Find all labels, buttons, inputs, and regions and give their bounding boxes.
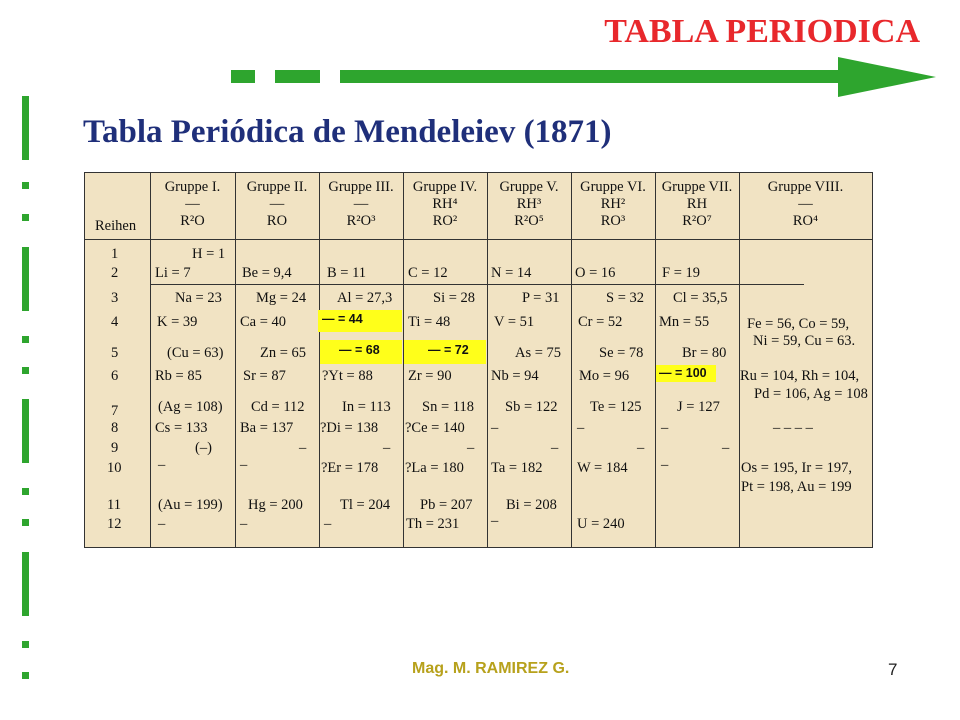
element-cell: K = 39 bbox=[157, 314, 198, 330]
element-cell: ?Ce = 140 bbox=[405, 420, 465, 436]
element-cell: Ti = 48 bbox=[408, 314, 451, 330]
row-number: 7 bbox=[111, 403, 119, 419]
element-cell: O = 16 bbox=[575, 265, 616, 281]
element-cell: Sr = 87 bbox=[243, 368, 286, 384]
element-cell: – bbox=[722, 440, 730, 456]
element-cell: Pt = 198, Au = 199 bbox=[741, 479, 852, 495]
element-cell: – bbox=[240, 457, 248, 473]
element-cell: Cr = 52 bbox=[578, 314, 623, 330]
element-cell: Fe = 56, Co = 59, bbox=[747, 316, 850, 332]
element-cell: Pb = 207 bbox=[420, 497, 473, 513]
element-cell: Th = 231 bbox=[406, 516, 460, 532]
element-cell: Zn = 65 bbox=[260, 345, 307, 361]
group-header: Gruppe VIII. — RO⁴ bbox=[767, 179, 844, 229]
slide-title: TABLA PERIODICA bbox=[604, 13, 920, 50]
row-number: 2 bbox=[111, 265, 119, 281]
element-cell: Mg = 24 bbox=[256, 290, 307, 306]
element-cell: Tl = 204 bbox=[340, 497, 391, 513]
element-cell: W = 184 bbox=[577, 460, 628, 476]
element-cell: (Au = 199) bbox=[158, 497, 223, 513]
element-cell: Cd = 112 bbox=[251, 399, 305, 415]
element-cell: U = 240 bbox=[577, 516, 625, 532]
slide-heading: Tabla Periódica de Mendeleiev (1871) bbox=[83, 114, 612, 150]
row-number: 10 bbox=[107, 460, 122, 476]
element-cell: Ca = 40 bbox=[240, 314, 287, 330]
row-number: 11 bbox=[107, 497, 121, 513]
element-cell: Ru = 104, Rh = 104, bbox=[740, 368, 860, 384]
element-cell: – bbox=[491, 513, 499, 529]
element-cell: ?Di = 138 bbox=[320, 420, 379, 436]
element-cell: – bbox=[661, 457, 669, 473]
element-cell: Hg = 200 bbox=[248, 497, 303, 513]
element-cell: Na = 23 bbox=[175, 290, 222, 306]
row-number: 9 bbox=[111, 440, 119, 456]
element-cell: As = 75 bbox=[515, 345, 562, 361]
element-cell: V = 51 bbox=[494, 314, 535, 330]
group-header: Gruppe IV. RH⁴ RO² bbox=[412, 179, 478, 229]
element-cell: Li = 7 bbox=[155, 265, 191, 281]
element-cell: Cs = 133 bbox=[155, 420, 208, 436]
row-header: Reihen bbox=[95, 218, 137, 234]
element-cell: – bbox=[158, 516, 166, 532]
group-header: Gruppe VII. RH R²O⁷ bbox=[661, 179, 733, 229]
element-cell: Al = 27,3 bbox=[337, 290, 393, 306]
element-cell: Bi = 208 bbox=[506, 497, 557, 513]
element-cell: – bbox=[158, 457, 166, 473]
group-header: Gruppe III. — R²O³ bbox=[328, 179, 394, 229]
group-header: Gruppe V. RH³ R²O⁵ bbox=[499, 179, 559, 229]
element-cell: Ta = 182 bbox=[491, 460, 543, 476]
group-header: Gruppe VI. RH² RO³ bbox=[580, 179, 646, 229]
element-cell: Te = 125 bbox=[590, 399, 642, 415]
row-number: 5 bbox=[111, 345, 119, 361]
footer-author: Mag. M. RAMIREZ G. bbox=[412, 660, 570, 677]
row-number: 12 bbox=[107, 516, 122, 532]
element-cell: Sn = 118 bbox=[422, 399, 474, 415]
element-cell: – bbox=[661, 420, 669, 436]
element-cell: Ba = 137 bbox=[240, 420, 294, 436]
element-cell: N = 14 bbox=[491, 265, 532, 281]
element-cell: – bbox=[299, 440, 307, 456]
group-header: Gruppe II. — RO bbox=[246, 179, 308, 229]
element-cell: Zr = 90 bbox=[408, 368, 452, 384]
element-cell: – bbox=[551, 440, 559, 456]
row-number: 3 bbox=[111, 290, 119, 306]
element-cell: Pd = 106, Ag = 108 bbox=[754, 386, 868, 402]
predicted-gap: — = 72 bbox=[428, 343, 469, 357]
element-cell: B = 11 bbox=[327, 265, 367, 281]
element-cell: (Cu = 63) bbox=[167, 345, 224, 361]
element-cell: Mo = 96 bbox=[579, 368, 630, 384]
element-cell: – – – – bbox=[773, 420, 813, 436]
element-cell: Os = 195, Ir = 197, bbox=[741, 460, 853, 476]
row-number: 4 bbox=[111, 314, 119, 330]
element-cell: F = 19 bbox=[662, 265, 700, 281]
row-number: 1 bbox=[111, 246, 119, 262]
element-cell: S = 32 bbox=[606, 290, 644, 306]
element-cell: – bbox=[467, 440, 475, 456]
element-cell: – bbox=[324, 516, 332, 532]
element-cell: Nb = 94 bbox=[491, 368, 539, 384]
element-cell: ?Er = 178 bbox=[321, 460, 379, 476]
predicted-gap: — = 68 bbox=[339, 343, 380, 357]
element-cell: Sb = 122 bbox=[505, 399, 558, 415]
predicted-gap: — = 44 bbox=[322, 312, 363, 326]
element-cell: – bbox=[240, 516, 248, 532]
element-cell: Ni = 59, Cu = 63. bbox=[753, 333, 856, 349]
element-cell: – bbox=[491, 420, 499, 436]
element-cell: C = 12 bbox=[408, 265, 448, 281]
element-cell: ?La = 180 bbox=[405, 460, 464, 476]
element-cell: Rb = 85 bbox=[155, 368, 202, 384]
element-cell: H = 1 bbox=[192, 246, 226, 262]
element-cell: Se = 78 bbox=[599, 345, 644, 361]
element-cell: ?Yt = 88 bbox=[322, 368, 373, 384]
element-cell: Cl = 35,5 bbox=[673, 290, 728, 306]
element-cell: – bbox=[637, 440, 645, 456]
element-cell: Br = 80 bbox=[682, 345, 727, 361]
mendeleev-table bbox=[84, 172, 873, 548]
element-cell: – bbox=[577, 420, 585, 436]
element-cell: P = 31 bbox=[522, 290, 560, 306]
element-cell: Be = 9,4 bbox=[242, 265, 292, 281]
predicted-gap: — = 100 bbox=[659, 366, 707, 380]
group-header: Gruppe I. — R²O bbox=[164, 179, 221, 229]
page-number: 7 bbox=[888, 660, 898, 679]
row-number: 6 bbox=[111, 368, 119, 384]
row-number: 8 bbox=[111, 420, 119, 436]
element-cell: Si = 28 bbox=[433, 290, 476, 306]
element-cell: In = 113 bbox=[342, 399, 391, 415]
element-cell: Mn = 55 bbox=[659, 314, 710, 330]
element-cell: – bbox=[383, 440, 391, 456]
element-cell: (Ag = 108) bbox=[158, 399, 223, 415]
element-cell: (–) bbox=[195, 440, 212, 456]
element-cell: J = 127 bbox=[677, 399, 720, 415]
